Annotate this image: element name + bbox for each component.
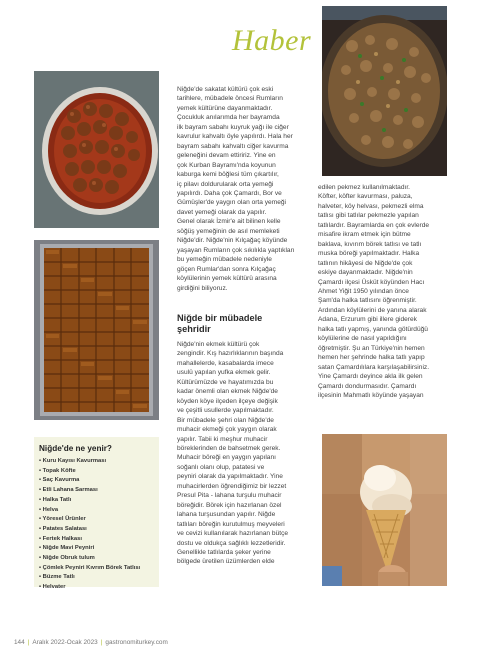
text-line: usulü yapılan yufka ekmek gelir. xyxy=(177,369,271,377)
section-title: Haber xyxy=(232,24,312,57)
text-line: bayram sabahı kahvaltı ciğer kavurma xyxy=(177,142,289,150)
subheading-line: Niğde bir mübadele xyxy=(177,313,263,323)
website-link[interactable]: gastronomiturkey.com xyxy=(105,639,168,646)
text-line: girdiğini biliyoruz. xyxy=(177,284,228,292)
text-line: muska böreği yapılmaktadır. Halka xyxy=(318,250,420,258)
article-column-right xyxy=(318,183,458,400)
text-line: Bir mübadele şehri olan Niğde'de xyxy=(177,416,274,424)
text-line: eskiye dayanmaktadır. Niğde'nin xyxy=(318,269,413,277)
text-line: soğanlı olanı olup, patatesi ve xyxy=(177,463,265,471)
text-line: Gümüşler'de yaygın olan orta yemeği xyxy=(177,199,287,207)
page-number: 144 xyxy=(14,639,25,646)
text-line: edilen pekmez kullanılmaktadır. xyxy=(318,184,410,191)
text-line: dostu ve oldukça sağlıklı lezzetleridir. xyxy=(177,539,286,547)
text-line: Şam'da halka tatlısını öğrenmiştir. xyxy=(318,297,417,305)
text-line: kaburga kemi böğlesi tüm çıkartılır, xyxy=(177,171,279,179)
text-line: ilçesinin Mahmatlı köyünde yaşayan xyxy=(318,391,424,399)
text-line: Köfter, köfter kavurması, paluza, xyxy=(318,193,413,201)
text-line: bölgede üretilen üzümlerden elde xyxy=(177,558,275,566)
list-item: • Büzme Tatlı xyxy=(39,574,75,581)
text-line: geleneğini devam ettiririz. Yine en xyxy=(177,152,276,160)
what-to-eat-box xyxy=(34,437,159,591)
list-item: • Çömlek Peyniri Kıvrım Börek Tatlısı xyxy=(39,564,141,571)
baklava-photo xyxy=(34,240,159,420)
article-column-middle xyxy=(177,85,315,293)
text-line: lahana turşusundan yapılır. Niğde xyxy=(177,511,276,519)
list-item: • Halka Tatlı xyxy=(39,496,72,503)
article-column-middle-continued xyxy=(177,340,315,567)
food-list xyxy=(39,457,154,593)
text-line: böreğidir. Börek için hazırlanan özel xyxy=(177,501,282,509)
list-item: • Yöresel Ürünler xyxy=(39,516,86,523)
text-line: Çamardı ilçesi Üsküt köyünden Hacı xyxy=(318,278,425,286)
section-subheading xyxy=(177,313,262,335)
text-line: böreklerinden de bahsetmek gerek. xyxy=(177,444,281,452)
text-line: iç pilavı doldurularak orta yemeği xyxy=(177,180,274,188)
text-line: tatlının hikâyesi de Niğde'de çok xyxy=(318,259,413,267)
text-line: göçen Rumlar'dan sonra Kılçağaç xyxy=(177,265,276,273)
list-item: • Saç Kavurma xyxy=(39,477,80,484)
subheading-line: şehridir xyxy=(177,324,211,334)
text-line: kavrulur kahvaltı öyle yapılırdı. Hala her xyxy=(177,133,293,141)
list-item: • Niğde Mavi Peyniri xyxy=(39,545,95,552)
text-line: söğüş yemeğinin de asıl memleketi xyxy=(177,227,280,235)
text-line: hemen her şehrinde halka tatlı yapıp xyxy=(318,354,425,362)
footer-separator: | xyxy=(27,639,30,646)
list-item: • Niğde Obruk tulum xyxy=(39,555,95,562)
text-line: tatlısı gibi tatlılar pekmezle yapılan xyxy=(318,212,419,220)
text-line: Çocukluk anılarımda her bayramda xyxy=(177,114,280,122)
text-line: Niğde'dir. Niğde'nin Kılçağaç köyünde xyxy=(177,237,288,245)
text-line: Kültürümüzde ve hayatımızda bu xyxy=(177,378,274,386)
text-line: peyniri olarak da yapılmaktadır. Yine xyxy=(177,473,283,481)
dessert-photo xyxy=(322,6,447,176)
text-line: yapılırdı. Daha çok Çamardı, Bor ve xyxy=(177,189,282,197)
text-line: Niğde'de sakatat kültürü çok eski xyxy=(177,86,274,93)
text-line: köyden köye ilçeden ilçeye değişik xyxy=(177,397,278,405)
text-line: ve çeşitli usullerde yapılmaktadır. xyxy=(177,407,274,415)
text-line: Muhacir böreği en yaygın yapılanı xyxy=(177,454,276,462)
list-item: • Fertek Halkası xyxy=(39,535,82,542)
text-line: muhacir ekmeği çok yaygın olarak xyxy=(177,426,277,434)
list-item: • Kuru Kayısı Kavurması xyxy=(39,458,107,464)
text-line: Yine Çamardı deyince akla ilk gelen xyxy=(318,373,423,381)
list-item: • Helvater xyxy=(39,584,66,591)
text-line: tatlıları böreğin kurutulmuş meyveleri xyxy=(177,520,285,528)
text-line: Niğde'nin ekmek kültürü çok xyxy=(177,341,260,348)
footer-separator: | xyxy=(100,639,103,646)
text-line: bu yemeğin mübadele nedeniyle xyxy=(177,256,272,264)
text-line: misafire ikram etmek için bütme xyxy=(318,231,411,239)
text-line: halka tatlı yapmış, yanında götürdüğü xyxy=(318,325,428,333)
text-line: zengindir. Kış hazırlıklarının başında xyxy=(177,350,284,358)
icecream-photo xyxy=(322,434,447,586)
text-line: kadar önemli olan ekmek Niğde'de xyxy=(177,388,278,396)
text-line: yemek kültürüne dayanmaktadır. xyxy=(177,104,273,112)
text-line: mahallelerde, kasabalarda imece xyxy=(177,359,274,367)
text-line: yapılır. Tabii ki meşhur muhacir xyxy=(177,435,268,443)
list-item: • Etli Lahana Sarması xyxy=(39,487,98,494)
text-line: Genel olarak İzmir'e ait bilinen kelle xyxy=(177,218,281,226)
text-line: Çamardı dondurmasıdır. Çamardı xyxy=(318,382,417,390)
text-line: tatlılardır. Bayramlarda en çok evlerde xyxy=(318,221,430,229)
text-line: Adana, Erzurum gibi illere giderek xyxy=(318,316,417,324)
text-line: öğretmiştir. Şu an Türkiye'nin hemen xyxy=(318,344,425,352)
text-line: muhacirlerden öğrendiğimiz bir lezzet xyxy=(177,482,287,490)
text-line: çok Kurban Bayramı'nda koyunun xyxy=(177,161,276,169)
text-line: baklava, kıvırım börek tatlısı ve tatlı xyxy=(318,240,422,248)
text-line: Ardından köylülerini de yanına alarak xyxy=(318,306,427,314)
text-line: ilk bayram sabahı kuyruk yağı ile ciğer xyxy=(177,123,289,131)
box-title: Niğde'de ne yenir? xyxy=(39,444,112,453)
text-line: köylülerine de nasıl yapıldığını xyxy=(318,335,407,343)
text-line: Genellikle tatlılarda şeker yerine xyxy=(177,548,271,556)
text-line: yaşayan Rumların çok sıkılıkla yaptıkları xyxy=(177,246,295,254)
text-line: ve cevizi kullanılarak hazırlanan bütçe xyxy=(177,530,289,538)
text-line: davet yemeği olarak da yapılır. xyxy=(177,208,267,216)
page-footer xyxy=(14,639,168,646)
text-line: köylülerinin yemek kültürü arasına xyxy=(177,275,277,283)
list-item: • Patates Salatası xyxy=(39,525,87,532)
text-line: satan Çamardılılara karşılaşabilirsiniz. xyxy=(318,363,430,371)
list-item: • Helva xyxy=(39,506,59,513)
text-line: Ahmet Yiğit 1950 yılından önce xyxy=(318,287,409,295)
text-line: Presul Pita - lahana turşulu muhacir xyxy=(177,492,282,500)
kofte-photo xyxy=(34,71,159,228)
text-line: tarihlere, mübadele öncesi Rumların xyxy=(177,95,283,103)
text-line: halveter, köy helvası, pekmezli elma xyxy=(318,202,424,210)
issue-date: Aralık 2022-Ocak 2023 xyxy=(32,639,98,646)
list-item: • Topak Köfte xyxy=(39,467,76,474)
